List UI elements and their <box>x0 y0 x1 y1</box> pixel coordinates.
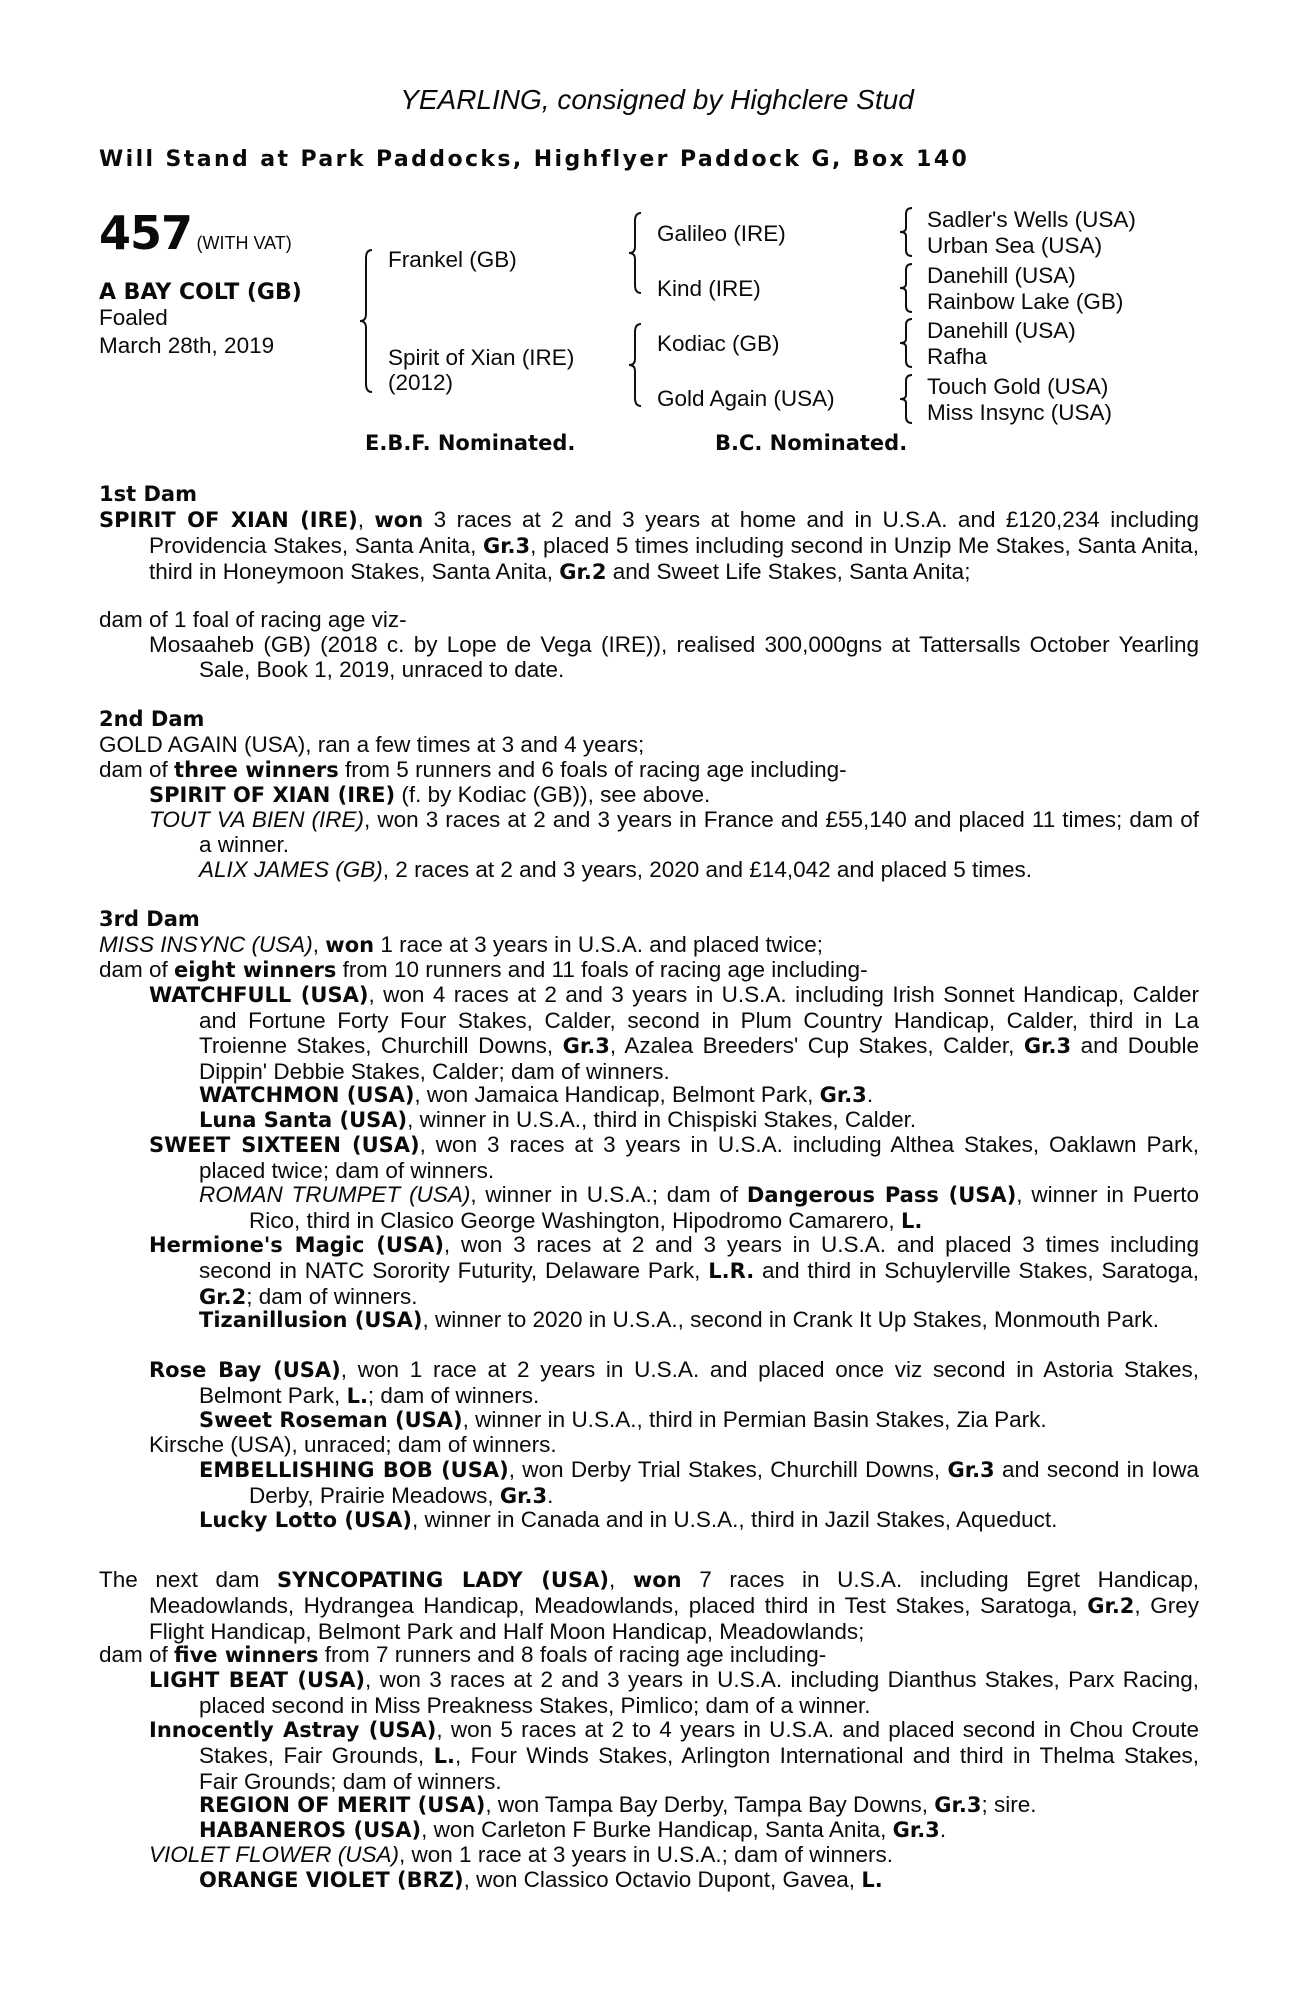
kirsche-record: Kirsche (USA), unraced; dam of winners. <box>149 1432 557 1457</box>
pedigree-brace-gg2 <box>898 262 918 314</box>
tizanillusion-record: Tizanillusion (USA), winner to 2020 in U.S.A., second in Crank It Up Stakes, Monmouth Park. <box>199 1307 1160 1332</box>
rose-bay-record: Rose Bay (USA), won 1 race at 2 years in U.S.A. and placed once viz second in Astoria Stakes, Belmont Park, L.; dam of winners. <box>149 1357 1199 1408</box>
embellishing-bob-record: EMBELLISHING BOB (USA), won Derby Trial Stakes, Churchill Downs, Gr.3 and second in Iowa Derby, Prairie Meadows, Gr.3. <box>199 1457 1200 1508</box>
next-dam-dam-of: dam of five winners from 7 runners and 8 foals of racing age including- <box>99 1642 827 1667</box>
hermiones-magic-record: Hermione's Magic (USA), won 3 races at 2 and 3 years in U.S.A. and placed 3 times including second in NATC Sorority Futurity, Delaware Park, L.R. and third in Schuylerville Stakes, Saratoga, Gr.2; dam of winners. <box>149 1232 1200 1309</box>
lot-number-line <box>99 206 292 260</box>
second-dam-runner-1: SPIRIT OF XIAN (IRE) (f. by Kodiac (GB)), see above. <box>149 782 711 807</box>
foaled-label: Foaled <box>99 305 168 330</box>
luna-santa-record: Luna Santa (USA), winner in U.S.A., third in Chispiski Stakes, Calder. <box>199 1107 917 1132</box>
pedigree-gg-1: Sadler's Wells (USA) <box>927 207 1136 232</box>
lucky-lotto-record: Lucky Lotto (USA), winner in Canada and in U.S.A., third in Jazil Stakes, Aqueduct. <box>199 1507 1058 1532</box>
sweet-roseman-record: Sweet Roseman (USA), winner in U.S.A., third in Permian Basin Stakes, Zia Park. <box>199 1407 1047 1432</box>
pedigree-brace-sire-parents <box>627 211 649 295</box>
pedigree-brace-dam-parents <box>627 322 649 408</box>
sweet-sixteen-record: SWEET SIXTEEN (USA), won 3 races at 3 years in U.S.A. including Althea Stakes, Oaklawn Park, placed twice; dam of winners. <box>149 1132 1199 1183</box>
pedigree-gg-8: Miss Insync (USA) <box>927 400 1113 425</box>
second-dam-heading: 2nd Dam <box>99 707 205 731</box>
third-dam-heading: 3rd Dam <box>99 907 200 931</box>
stand-location: Will Stand at Park Paddocks, Highflyer Paddock G, Box 140 <box>99 147 970 172</box>
pedigree-brace-gg3 <box>898 317 918 369</box>
first-dam-foal: Mosaaheb (GB) (2018 c. by Lope de Vega (IRE)), realised 300,000gns at Tattersalls October Yearling Sale, Book 1, 2019, unraced to date. <box>149 632 1199 682</box>
pedigree-gg-7: Touch Gold (USA) <box>927 374 1109 399</box>
grade-badge: Gr.2 <box>559 560 607 584</box>
first-dam-heading: 1st Dam <box>99 482 197 506</box>
violet-flower-record: VIOLET FLOWER (USA), won 1 race at 3 years in U.S.A.; dam of winners. <box>149 1842 893 1867</box>
second-dam-runner-2: TOUT VA BIEN (IRE), won 3 races at 2 and 3 years in France and £55,140 and placed 11 times; dam of a winner. <box>149 807 1199 857</box>
first-dam-dam-of: dam of 1 foal of racing age viz- <box>99 607 407 632</box>
roman-trumpet-record: ROMAN TRUMPET (USA), winner in U.S.A.; dam of Dangerous Pass (USA), winner in Puerto Rico, third in Clasico George Washington, Hipodromo Camarero, L. <box>199 1182 1199 1233</box>
pedigree-dam-sire: Kodiac (GB) <box>657 331 780 356</box>
orange-violet-record: ORANGE VIOLET (BRZ), won Classico Octavio Dupont, Gavea, L. <box>199 1867 883 1892</box>
lot-number: 457 <box>99 206 193 260</box>
pedigree-gg-5: Danehill (USA) <box>927 318 1076 343</box>
habaneros-record: HABANEROS (USA), won Carleton F Burke Handicap, Santa Anita, Gr.3. <box>199 1817 947 1842</box>
third-dam-line: MISS INSYNC (USA), won 1 race at 3 years in U.S.A. and placed twice; <box>99 932 824 957</box>
pedigree-gg-4: Rainbow Lake (GB) <box>927 289 1124 314</box>
pedigree-dam-dam: Gold Again (USA) <box>657 386 835 411</box>
pedigree-gg-3: Danehill (USA) <box>927 263 1076 288</box>
foaled-date: March 28th, 2019 <box>99 333 275 358</box>
vat-label: (WITH VAT) <box>196 233 292 253</box>
second-dam-runner-3: ALIX JAMES (GB), 2 races at 2 and 3 years, 2020 and £14,042 and placed 5 times. <box>199 857 1032 882</box>
pedigree-sire-dam: Kind (IRE) <box>657 276 761 301</box>
grade-badge: Gr.3 <box>482 534 531 558</box>
first-dam-record: SPIRIT OF XIAN (IRE), won 3 races at 2 and 3 years at home and in U.S.A. and £120,234 including Providencia Stakes, Santa Anita, Gr.3, placed 5 times including second in Unzip Me Stakes, Santa Anita, third in Honeymoon Stakes, Santa Anita, Gr.2 and Sweet Life Stakes, Santa Anita; <box>99 507 1200 584</box>
watchmon-record: WATCHMON (USA), won Jamaica Handicap, Belmont Park, Gr.3. <box>199 1082 874 1107</box>
pedigree-sire: Frankel (GB) <box>388 247 517 272</box>
horse-name: SPIRIT OF XIAN (IRE) <box>99 508 358 532</box>
lot-description: A BAY COLT (GB) <box>99 280 302 305</box>
second-dam-dam-of: dam of three winners from 5 runners and 6 foals of racing age including- <box>99 757 847 782</box>
region-of-merit-record: REGION OF MERIT (USA), won Tampa Bay Derby, Tampa Bay Downs, Gr.3; sire. <box>199 1792 1037 1817</box>
pedigree-sire-sire: Galileo (IRE) <box>657 221 786 246</box>
pedigree-brace-sire-dam <box>358 248 382 394</box>
pedigree-dam-year: (2012) <box>388 370 454 395</box>
third-dam-dam-of: dam of eight winners from 10 runners and 11 foals of racing age including- <box>99 957 868 982</box>
watchfull-record: WATCHFULL (USA), won 4 races at 2 and 3 years in U.S.A. including Irish Sonnet Handicap, Calder and Fortune Forty Four Stakes, Calder, second in Plum Country Handicap, Calder, third in La Troienne Stakes, Churchill Downs, Gr.3, Azalea Breeders' Cup Stakes, Calder, Gr.3 and Double Dippin' Debbie Stakes, Calder; dam of winners. <box>149 982 1200 1084</box>
next-dam-record: The next dam SYNCOPATING LADY (USA), won 7 races in U.S.A. including Egret Handicap, Meadowlands, Hydrangea Handicap, Meadowlands, placed third in Test Stakes, Saratoga, Gr.2, Grey Flight Handicap, Belmont Park and Half Moon Handicap, Meadowlands; <box>99 1567 1199 1644</box>
innocently-astray-record: Innocently Astray (USA), won 5 races at 2 to 4 years in U.S.A. and placed second in Chou Croute Stakes, Fair Grounds, L., Four Winds Stakes, Arlington International and third in Thelma Stakes, Fair Grounds; dam of winners. <box>149 1717 1200 1794</box>
second-dam-line: GOLD AGAIN (USA), ran a few times at 3 and 4 years; <box>99 732 645 757</box>
light-beat-record: LIGHT BEAT (USA), won 3 races at 2 and 3 years in U.S.A. including Dianthus Stakes, Parx Racing, placed second in Miss Preakness Stakes, Pimlico; dam of a winner. <box>149 1667 1199 1718</box>
page-title: YEARLING, consigned by Highclere Stud <box>400 84 914 115</box>
pedigree-gg-6: Rafha <box>927 344 988 369</box>
pedigree-brace-gg4 <box>898 373 918 425</box>
ebf-nominated: E.B.F. Nominated. <box>365 431 576 455</box>
pedigree-brace-gg1 <box>898 206 918 258</box>
pedigree-gg-2: Urban Sea (USA) <box>927 233 1103 258</box>
won-label: won <box>374 508 424 532</box>
bc-nominated: B.C. Nominated. <box>715 431 908 455</box>
pedigree-dam: Spirit of Xian (IRE) <box>388 345 575 370</box>
